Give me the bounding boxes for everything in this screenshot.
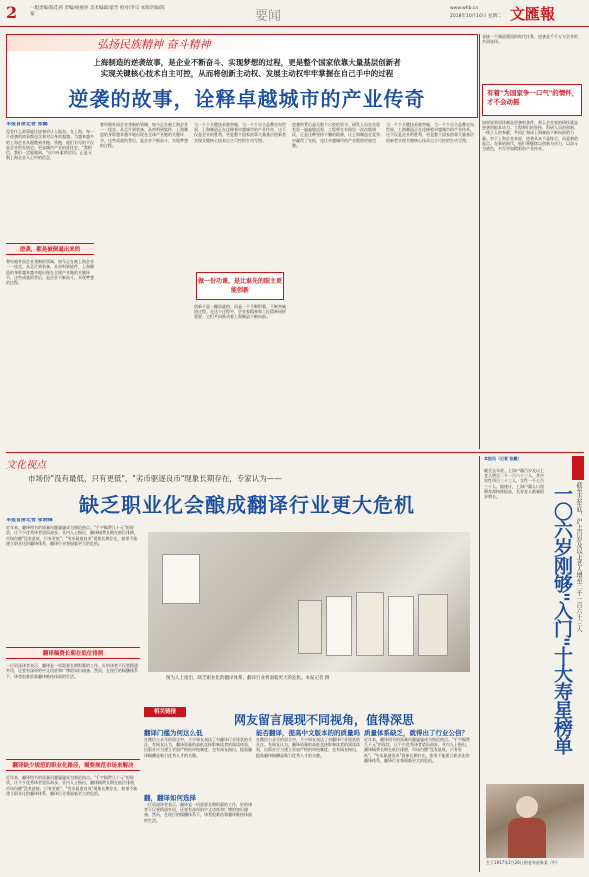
book-image [162, 554, 200, 604]
related-question: 质量体系缺乏，就得出了行业公信？ [364, 729, 468, 737]
site-url[interactable]: www.whb.cn [450, 6, 479, 11]
book-image [298, 600, 322, 654]
vertical-subtitle: 截至去年底，沪上百岁及以上老人增至二千一百六十三人 [575, 482, 582, 632]
feature-article [6, 456, 476, 872]
bookstore-photo[interactable] [148, 532, 470, 672]
lead-banner [6, 34, 478, 118]
article-text: 近年来，翻译图书的质量问题屡屡成为舆论热点。"千字稿费几十元"的现状，让不少优秀译者望而却步。业内人士指出，翻译稿费长期在低位徘徊，市场份额"没有最低，只有更低"，"劣币驱逐良币"现象长期存在。如果不能建立职业化的翻译体系，翻译行业将面临更大的危机。 [6, 525, 138, 546]
related-question: 翻，翻译如何选择 [144, 794, 196, 802]
article-text: 在微信公众号的留言中，不少网友表达了对翻译行业现状的关注。有网友认为，翻译质量的高低直接影响读者的阅读体验，出版社应当建立更加严格的审校制度；也有网友指出，提高翻译稿酬是吸引优秀人才的关键。 [256, 737, 360, 758]
lead-deck [47, 57, 447, 79]
book-image [356, 592, 384, 656]
lead-headline[interactable]: 逆袭的故事，诠释卓越城市的产业传奇 [68, 87, 426, 111]
article-text: 一位资深译者表示，翻译是一项需要长期积累的工作，好的译者不仅要精通外语，还要有深厚的中文功底和广博的知识储备。然而，在现行的稿酬体系下，译者很难依靠翻译维持体面的生活。 [6, 663, 138, 679]
section-title: 要闻 [255, 9, 282, 24]
photo-caption: 生于1917年2月26日的老寿星陈某（中） [486, 860, 560, 865]
byline: 本报首席记者 张晓锋 [6, 518, 53, 523]
related-column [256, 728, 360, 865]
sidebar-intro: 承接一个制造强国的时代任务，逆袭是千千万万企业的共同选择。 [482, 34, 578, 45]
newspaper-logo: 文匯報 [510, 5, 556, 23]
article-text: 当一个个关键技术被突破，当一个个自主品牌走向世界，上海制造正在诠释着卓越城市的产业传奇。这不仅是企业的胜利，更是整个国家依靠大量基层创新者实现关键核心技术自主可控的生动写照。 [194, 122, 286, 143]
lead-article-body [6, 122, 476, 450]
deck-line: 实现关键核心技术自主可控，从而将创新主动权、发展主动权牢牢掌握在自己手中的过程 [100, 69, 394, 78]
elder-photo[interactable] [486, 784, 584, 858]
book-image [388, 596, 414, 656]
section-divider [6, 452, 584, 453]
masthead [0, 0, 589, 27]
article-text: 近年来，翻译图书的质量问题屡屡成为舆论热点。"千字稿费几十元"的现状，让不少优秀译者望而却步。业内人士指出，翻译稿费长期在低位徘徊，市场份额"没有最低，只有更低"，"劣币驱逐良币"现象长期存在。如果不能建立职业化的翻译体系，翻译行业将面临更大的危机。 [364, 737, 470, 763]
column-divider [479, 456, 480, 872]
article-text: 在微信公众号的留言中，不少网友表达了对翻译行业现状的关注。有网友认为，翻译质量的高低直接影响读者的阅读体验，出版社应当建立更加严格的审校制度；也有网友指出，提高翻译稿酬是吸引优秀人才的关键。 [144, 737, 252, 758]
article-text: 当一个个关键技术被突破，当一个个自主品牌走向世界，上海制造正在诠释着卓越城市的产业传奇。这不仅是企业的胜利，更是整个国家依靠大量基层创新者实现关键核心技术自主可控的生动写照。 [386, 122, 474, 143]
editor-credits: 一版责编/陈佳莉 责编/杨展亮 美术编辑/翟芳 校对/李宗 本版责编/陈 秦 [30, 6, 165, 17]
issue-date: 2018年10月16日 星期二 [450, 14, 502, 19]
sidebar-text: 如果说举国体制是逆袭的条件，那么企业家的情怀就是逆袭的根本动力。工程师们的坚持、科研人员的创新、一线工人的奉献，共同汇聚成上海制造不断向前的力量。对于上海企业来说，逆袭从来不是终点，而是新的起点。在新的时代，他们将继续以创新为动力，以奋斗为底色，书写更加精彩的产业传奇。 [482, 120, 578, 152]
related-column [144, 728, 252, 872]
related-question: 翻译门槛为何这么低 [144, 729, 203, 737]
article-text: 逆袭的背后是无数个日夜的坚守。研发人员在实验室里一遍遍地试验，工程师在车间里一次次地调试，正是这种坚持不懈的精神，让上海制造在竞争中赢得了先机，也让卓越城市的产业版图更加完整。 [292, 122, 380, 148]
subhead: 逆袭，都是被倒逼出来的 [6, 243, 94, 255]
sidebar-commentary [482, 34, 584, 449]
related-headline[interactable]: 网友留言展现不同视角，值得深思 [234, 713, 415, 727]
related-tag: 相关链接 [144, 707, 186, 717]
vertical-headline[interactable]: 一〇六岁刚够"入门"十大寿星榜单 [551, 484, 573, 754]
column-divider [479, 34, 480, 449]
feature-headline[interactable]: 缺乏职业化会酿成翻译行业更大危机 [79, 493, 415, 517]
banner-strip [7, 35, 477, 51]
vertical-marker [572, 456, 584, 480]
article-text: 截至去年底，上海户籍百岁及以上老人增至二千一百六十三人，其中男性四百三十三人，女性一千七百三十人。据统计，上海户籍人口预期寿命持续提高，长寿老人数量稳步增长。 [484, 468, 544, 500]
feature-left-column [6, 518, 140, 845]
feature-kicker: 市场份"没有最低，只有更低"，"劣币驱逐良币"现象长期存在，专家认为—— [28, 474, 282, 483]
article-text: 近年来，翻译图书的质量问题屡屡成为舆论热点。"千字稿费几十元"的现状，让不少优秀译者望而却步。业内人士指出，翻译稿费长期在低位徘徊，市场份额"没有最低，只有更低"，"劣币驱逐良币"现象长期存在。如果不能建立职业化的翻译体系，翻译行业将面临更大的危机。 [6, 775, 138, 796]
calligraphy-slogan: 弘扬民族精神 奋斗精神 [97, 38, 211, 51]
subhead: 翻译稿费长期在低位徘徊 [6, 647, 140, 659]
page-number: 2 [6, 3, 18, 22]
sidebar-quote: 有着"为国家争一口气"的情怀，才不会动摇 [487, 89, 579, 106]
deck-line: 上海制造的逆袭故事，是企业不断奋斗、实现梦想的过程，更是整个国家依靠大量基层创新者 [93, 58, 401, 67]
sidebar-quote-box [482, 84, 582, 116]
article-text: 曾经被外国企业垄断的领域，如今正在被上海企业一一攻克。从芯片到装备，从材料到软件，上海制造的身影越来越多地出现在全球产业链的关键环节。这些成就的背后，是企业不断奋斗、实现梦想的过程。 [100, 122, 188, 148]
vertical-article [482, 456, 584, 872]
related-column [364, 728, 472, 865]
article-text: 创新不是一蹴而就的，而是一个不断积累、不断突破的过程。在这个过程中，企业家精神和工匠精神同样重要，它们共同推动着上海制造不断向前。 [194, 304, 286, 320]
subhead: 翻译缺少规范的职业化路径，需要规范市场来解决 [6, 759, 140, 771]
book-image [418, 594, 448, 656]
article-text: 一位资深译者表示，翻译是一项需要长期积累的工作，好的译者不仅要精通外语，还要有深厚的中文功底和广博的知识储备。然而，在现行的稿酬体系下，译者很难依靠翻译维持体面的生活。 [144, 802, 252, 823]
book-image [326, 596, 352, 656]
pull-quote: 做一份功课，是比谁先的眼主更能创新 [196, 272, 284, 300]
byline: 本报讯（记者 张鹏） [484, 456, 522, 461]
photo-caption: 图为人士指出，缺乏职业化的翻译体系，翻译行业将面临更大的危机。本报记者 摄 [166, 676, 330, 681]
column-category: 文化视点 [6, 460, 46, 471]
portrait-figure [516, 796, 538, 818]
byline: 本报首席记者 张懿 [6, 122, 48, 127]
article-text: 没有什么故事能比逆袭更让人振奋。在上海，每一个逆袭的故事都包含着对自身的超越。当越来越多的上海企业从跟跑到并跑、领跑，他们书写的不仅是企业的发展史，更是城市产业的进化史。"我相信，我们一定能做到。"这句朴素的话语，正是无数上海企业人心中的信念。 [6, 129, 94, 161]
article-text: 曾经被外国企业垄断的领域，如今正在被上海企业一一攻克。从芯片到装备，从材料到软件，上海制造的身影越来越多地出现在全球产业链的关键环节。这些成就的背后，是企业不断奋斗、实现梦想的过程。 [6, 259, 94, 286]
related-question: 能否翻译，提高中文版本的的质量吗 [256, 729, 360, 737]
portrait-figure [508, 818, 546, 858]
